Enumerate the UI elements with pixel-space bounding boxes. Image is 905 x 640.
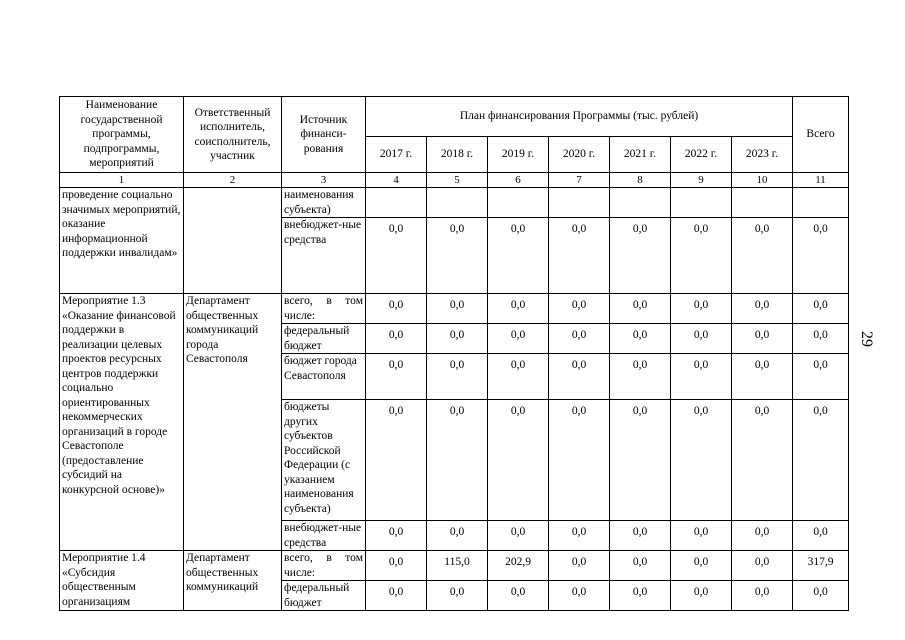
funding-source: наименования субъекта): [282, 188, 366, 218]
year-value: 0,0: [427, 354, 488, 400]
year-value: 0,0: [671, 551, 732, 581]
year-value: 0,0: [427, 400, 488, 521]
year-value: [488, 188, 549, 218]
year-value: 0,0: [732, 400, 793, 521]
year-value: 0,0: [549, 354, 610, 400]
measure-name: Мероприятие 1.3 «Оказание финансовой поддержки в реализации целевых проектов ресурсных центров поддержки социально ориентированных некоммерческих организаций в городе Севастополе (предоставление субсидий на конкурсной основе)»: [60, 294, 184, 551]
funding-source: бюджет города Севастополя: [282, 354, 366, 400]
year-value: 0,0: [732, 218, 793, 294]
year-value: [366, 188, 427, 218]
header-year: 2022 г.: [671, 137, 732, 173]
responsible-executor: Департамент общественных коммуникаций: [184, 551, 282, 611]
header-plan: План финансирования Программы (тыс. рублей): [366, 97, 793, 137]
funding-source: внебюджет-ные средства: [282, 521, 366, 551]
year-value: 0,0: [366, 354, 427, 400]
year-value: 0,0: [610, 294, 671, 324]
column-index: 6: [488, 173, 549, 188]
year-value: 0,0: [671, 400, 732, 521]
year-value: 0,0: [671, 324, 732, 354]
column-index: 2: [184, 173, 282, 188]
year-value: 115,0: [427, 551, 488, 581]
total-value: 0,0: [793, 324, 849, 354]
year-value: 0,0: [671, 581, 732, 611]
measure-name: проведение социально значимых мероприятий, оказание информационной поддержки инвалидам»: [60, 188, 184, 294]
year-value: 0,0: [610, 400, 671, 521]
year-value: 0,0: [732, 354, 793, 400]
year-value: 0,0: [671, 521, 732, 551]
year-value: 0,0: [549, 551, 610, 581]
year-value: 0,0: [366, 521, 427, 551]
year-value: 0,0: [488, 521, 549, 551]
year-value: [732, 188, 793, 218]
responsible-executor: [184, 188, 282, 294]
year-value: 0,0: [610, 218, 671, 294]
header-year: 2021 г.: [610, 137, 671, 173]
total-value: 0,0: [793, 294, 849, 324]
year-value: 0,0: [366, 581, 427, 611]
year-value: 0,0: [427, 294, 488, 324]
year-value: 0,0: [732, 551, 793, 581]
year-value: 0,0: [366, 294, 427, 324]
year-value: 0,0: [488, 294, 549, 324]
year-value: 0,0: [610, 521, 671, 551]
year-value: [671, 188, 732, 218]
total-value: 317,9: [793, 551, 849, 581]
funding-source: бюджеты других субъектов Российской Федерации (с указанием наименования субъекта): [282, 400, 366, 521]
header-year: 2019 г.: [488, 137, 549, 173]
year-value: 0,0: [549, 400, 610, 521]
header-source: Источник финанси-рования: [282, 97, 366, 173]
year-value: 0,0: [488, 400, 549, 521]
year-value: 0,0: [427, 521, 488, 551]
table-row: [60, 294, 849, 324]
year-value: 0,0: [671, 294, 732, 324]
year-value: 0,0: [610, 581, 671, 611]
header-responsible: Ответственный исполнитель, соисполнитель, участник: [184, 97, 282, 173]
year-value: 0,0: [366, 324, 427, 354]
year-value: 0,0: [488, 354, 549, 400]
year-value: 0,0: [427, 581, 488, 611]
column-index: 9: [671, 173, 732, 188]
funding-source: всего, в том числе:: [282, 551, 366, 581]
year-value: 202,9: [488, 551, 549, 581]
header-year: 2017 г.: [366, 137, 427, 173]
funding-source: всего, в том числе:: [282, 294, 366, 324]
responsible-executor: Департамент общественных коммуникаций города Севастополя: [184, 294, 282, 551]
year-value: 0,0: [549, 294, 610, 324]
funding-source: внебюджет-ные средства: [282, 218, 366, 294]
total-value: 0,0: [793, 581, 849, 611]
column-index: 10: [732, 173, 793, 188]
column-index: 8: [610, 173, 671, 188]
financing-table: [59, 96, 849, 611]
column-index: 11: [793, 173, 849, 188]
year-value: 0,0: [366, 400, 427, 521]
column-index: 7: [549, 173, 610, 188]
year-value: 0,0: [488, 324, 549, 354]
year-value: 0,0: [732, 324, 793, 354]
year-value: 0,0: [488, 581, 549, 611]
column-index: 4: [366, 173, 427, 188]
header-name: Наименование государственной программы, подпрограммы, мероприятий: [60, 97, 184, 173]
table-row: [60, 188, 849, 218]
year-value: [549, 188, 610, 218]
header-year: 2023 г.: [732, 137, 793, 173]
year-value: 0,0: [366, 218, 427, 294]
measure-name: Мероприятие 1.4 «Субсидия общественным организациям: [60, 551, 184, 611]
year-value: 0,0: [671, 354, 732, 400]
total-value: 0,0: [793, 218, 849, 294]
column-index: 5: [427, 173, 488, 188]
header-year: 2020 г.: [549, 137, 610, 173]
total-value: 0,0: [793, 521, 849, 551]
funding-source: федеральный бюджет: [282, 581, 366, 611]
year-value: [610, 188, 671, 218]
year-value: 0,0: [671, 218, 732, 294]
header-total: Всего: [793, 97, 849, 173]
year-value: 0,0: [610, 354, 671, 400]
year-value: 0,0: [366, 551, 427, 581]
year-value: 0,0: [732, 521, 793, 551]
year-value: 0,0: [732, 294, 793, 324]
header-year: 2018 г.: [427, 137, 488, 173]
financing-table-page: [59, 96, 849, 611]
column-index: 3: [282, 173, 366, 188]
year-value: [427, 188, 488, 218]
year-value: 0,0: [549, 324, 610, 354]
year-value: 0,0: [610, 324, 671, 354]
year-value: 0,0: [549, 218, 610, 294]
column-index: 1: [60, 173, 184, 188]
year-value: 0,0: [549, 581, 610, 611]
total-value: 0,0: [793, 354, 849, 400]
total-value: 0,0: [793, 400, 849, 521]
year-value: 0,0: [488, 218, 549, 294]
table-row: [60, 551, 849, 581]
year-value: 0,0: [427, 324, 488, 354]
page-number: 29: [858, 331, 875, 347]
total-value: [793, 188, 849, 218]
year-value: 0,0: [549, 521, 610, 551]
year-value: 0,0: [732, 581, 793, 611]
year-value: 0,0: [427, 218, 488, 294]
year-value: 0,0: [610, 551, 671, 581]
funding-source: федеральный бюджет: [282, 324, 366, 354]
